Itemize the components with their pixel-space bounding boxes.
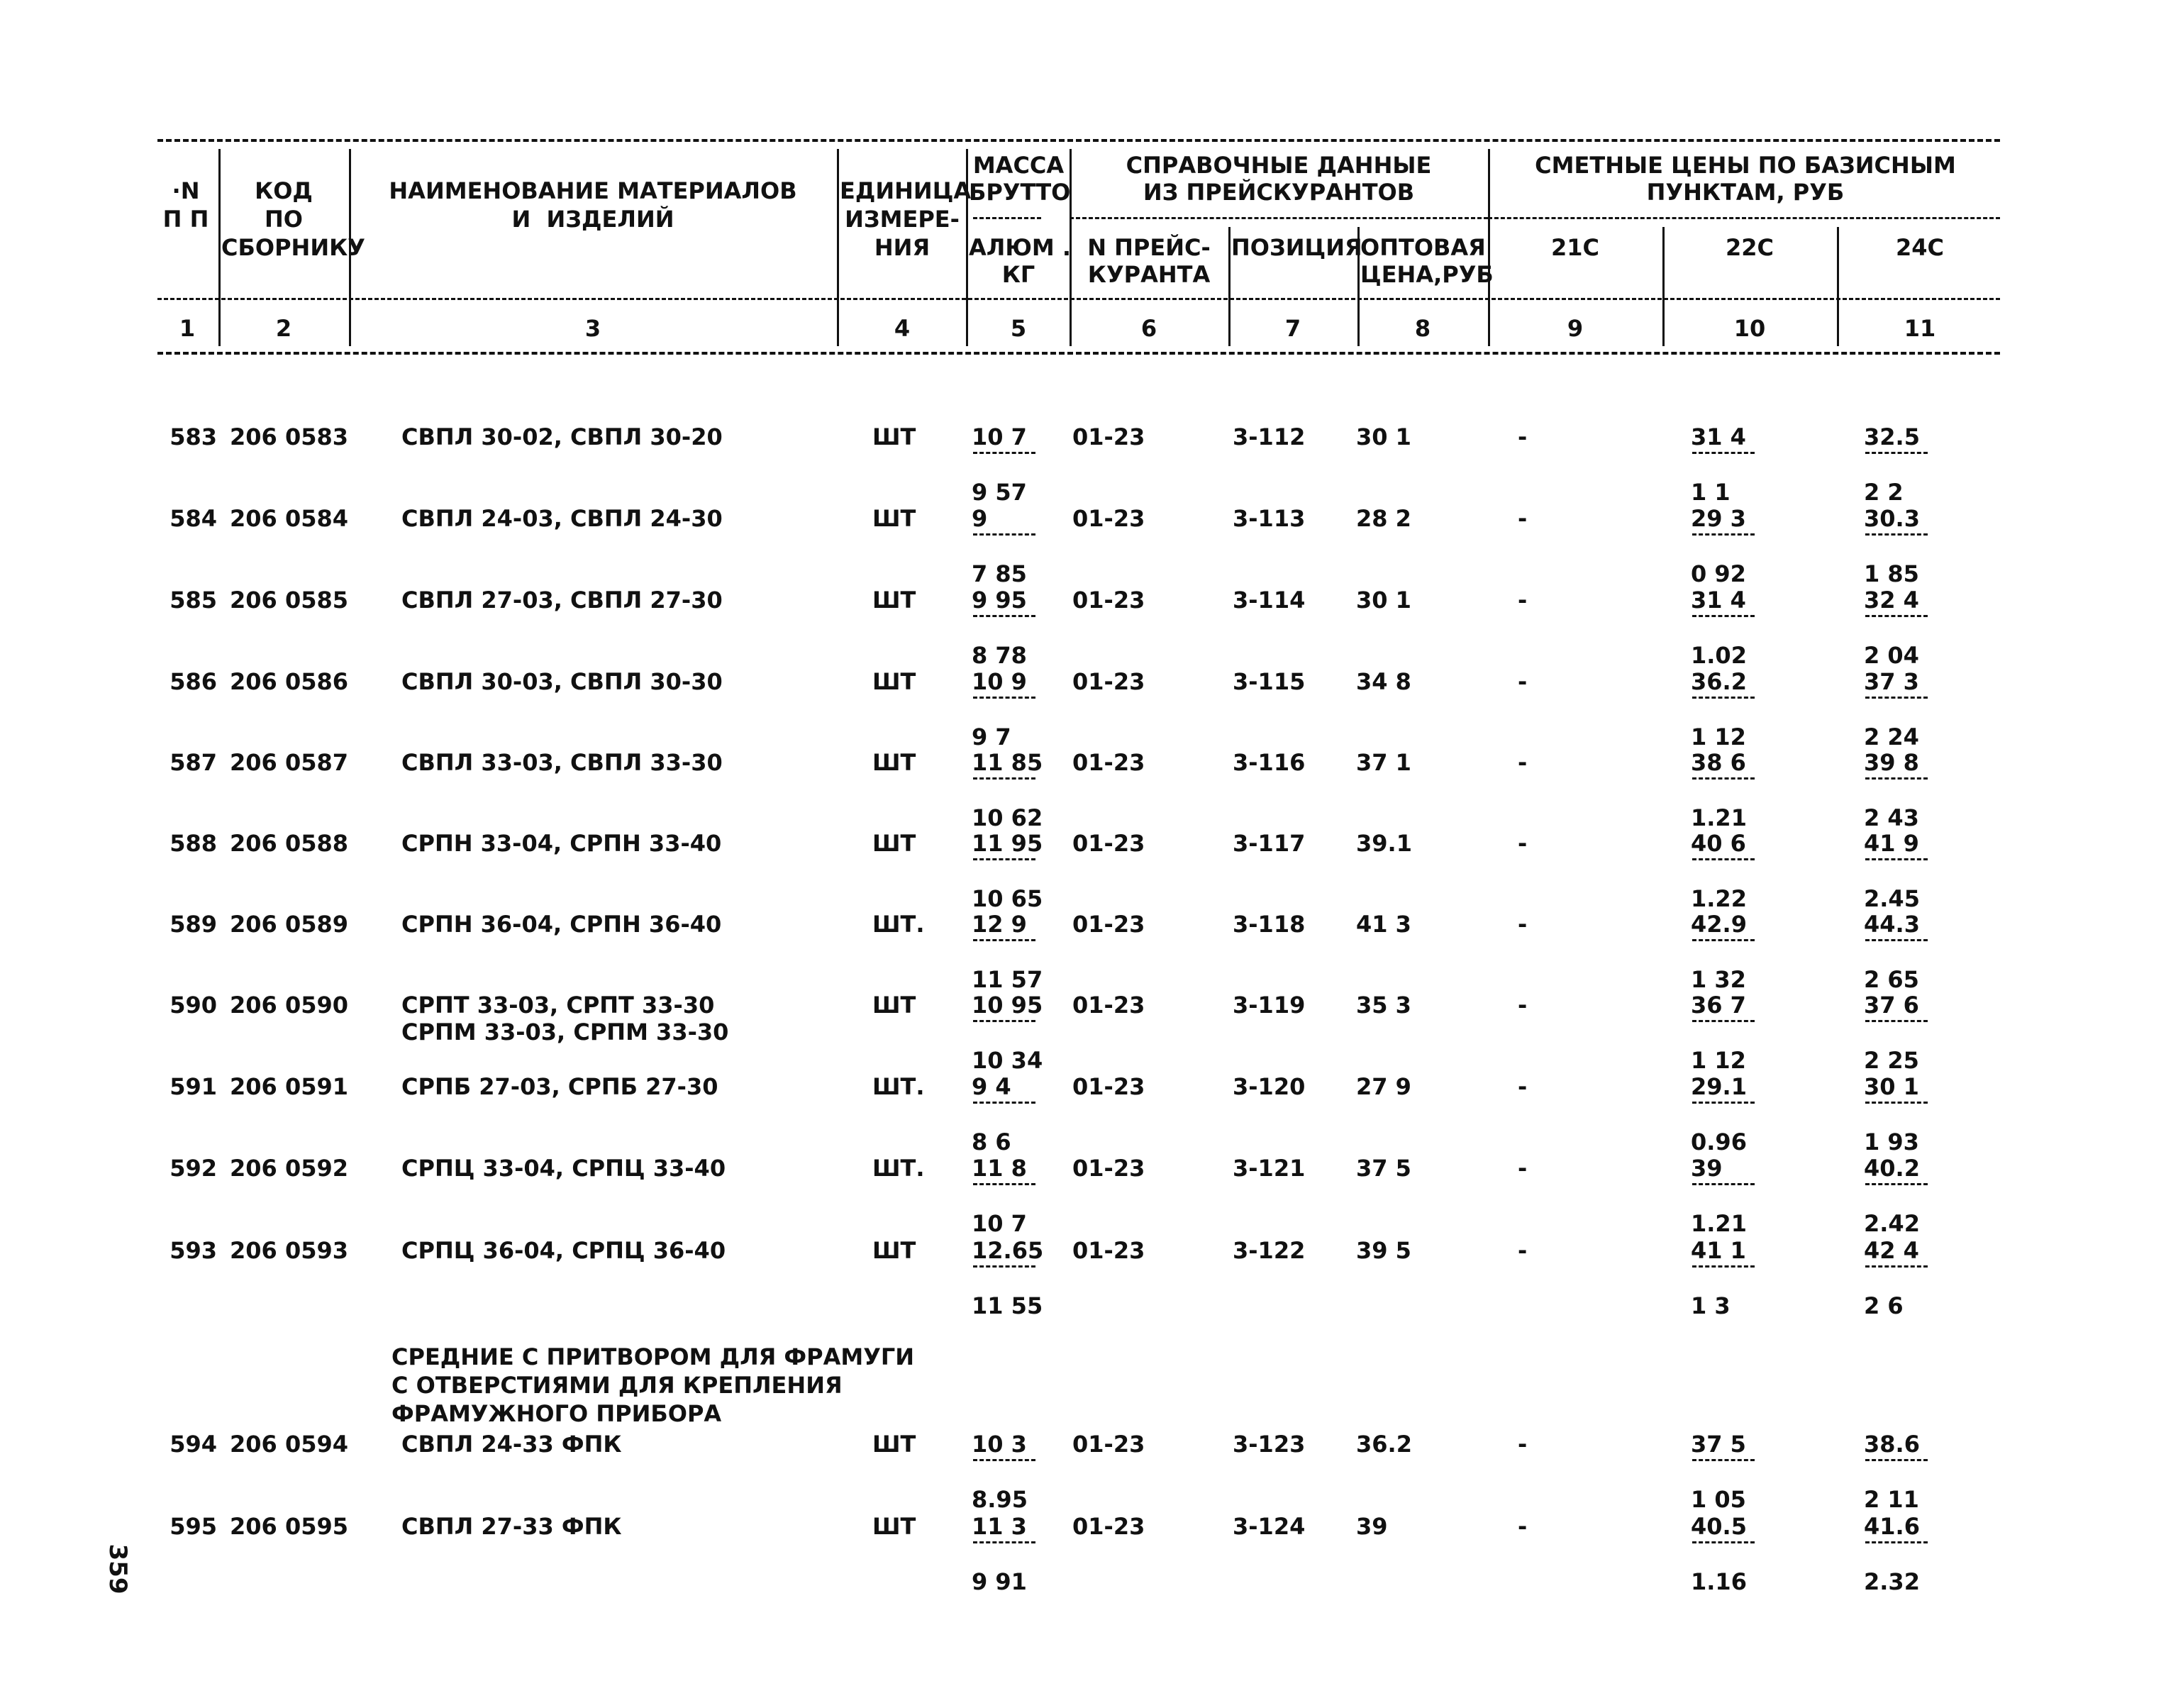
fraction-line <box>1692 1183 1755 1185</box>
row-price-24c-sub: 2.45 <box>1864 885 1920 912</box>
header-group-ref-line2: ИЗ ПРЕЙСКУРАНТОВ <box>1143 179 1415 206</box>
row-price-22c-sub: 0 92 <box>1691 560 1746 587</box>
row-price-21c: - <box>1518 992 1528 1019</box>
row-name: СРПН 33-04, СРПН 33-40 <box>401 830 722 857</box>
row-mass-aluminium: 10 7 <box>972 1210 1027 1237</box>
row-price-22c: 42.9 <box>1691 911 1747 938</box>
fraction-line <box>1692 1102 1755 1104</box>
header-group-prices-line1: СМЕТНЫЕ ЦЕНЫ ПО БАЗИСНЫМ <box>1535 152 1956 179</box>
row-price-24c: 39 8 <box>1864 749 1919 776</box>
header-col1-line2: П П <box>162 206 209 233</box>
fraction-line <box>1865 777 1928 780</box>
header-col5-top-line1: МАССА <box>972 152 1065 179</box>
row-price-24c-sub: 2 2 <box>1864 479 1904 506</box>
row-mass-aluminium: 9 91 <box>972 1568 1027 1595</box>
fraction-line <box>973 1265 1035 1268</box>
row-code: 206 0593 <box>230 1237 348 1264</box>
header-divider <box>1662 227 1665 346</box>
row-name: СВПЛ 30-02, СВПЛ 30-20 <box>401 423 723 450</box>
row-name: СРПЦ 36-04, СРПЦ 36-40 <box>401 1237 726 1264</box>
row-price-24c-sub: 2 04 <box>1864 642 1919 669</box>
row-name: СРПН 36-04, СРПН 36-40 <box>401 911 722 938</box>
row-position: 3-116 <box>1233 749 1306 776</box>
row-code: 206 0584 <box>230 505 348 532</box>
row-price-22c-sub: 1.22 <box>1691 885 1747 912</box>
row-price-21c: - <box>1518 1073 1528 1100</box>
header-group-ref-line1: СПРАВОЧНЫЕ ДАННЫЕ <box>1126 152 1432 179</box>
header-col5-bottom-line2: КГ <box>1001 261 1035 288</box>
row-wholesale-price: 39 <box>1356 1513 1388 1540</box>
row-number: 589 <box>170 911 217 938</box>
column-number: 8 <box>1414 315 1431 342</box>
header-col4-line3: НИЯ <box>874 234 931 261</box>
row-mass-aluminium: 8.95 <box>972 1486 1028 1513</box>
row-price-24c: 41 9 <box>1864 830 1919 857</box>
row-wholesale-price: 34 8 <box>1356 668 1411 695</box>
row-code: 206 0588 <box>230 830 348 857</box>
row-price-21c: - <box>1518 1155 1528 1182</box>
row-price-22c: 40 6 <box>1691 830 1746 857</box>
row-price-24c: 32.5 <box>1864 423 1920 450</box>
row-price-24c: 41.6 <box>1864 1513 1920 1540</box>
fraction-line <box>1692 1459 1755 1461</box>
row-name-line2: СРПМ 33-03, СРПМ 33-30 <box>401 1019 729 1046</box>
row-price-24c: 30.3 <box>1864 505 1920 532</box>
fraction-line <box>973 1183 1035 1185</box>
fraction-line <box>1692 939 1755 941</box>
fraction-line <box>973 1020 1035 1022</box>
row-mass-aluminium: 9 7 <box>972 723 1011 750</box>
header-sub-rule <box>1070 217 1488 219</box>
column-number: 6 <box>1140 315 1157 342</box>
fraction-line <box>1865 939 1928 941</box>
row-number: 586 <box>170 668 217 695</box>
row-wholesale-price: 35 3 <box>1356 992 1411 1019</box>
row-price-list: 01-23 <box>1072 1155 1145 1182</box>
row-number: 594 <box>170 1431 217 1458</box>
row-price-24c-sub: 2 65 <box>1864 966 1919 993</box>
row-price-24c-sub: 2 43 <box>1864 804 1919 831</box>
row-price-22c-sub: 0.96 <box>1691 1128 1747 1155</box>
row-price-21c: - <box>1518 1431 1528 1458</box>
fraction-line <box>1865 1265 1928 1268</box>
row-mass: 10 9 <box>972 668 1027 695</box>
header-bottom-rule <box>157 352 2000 355</box>
row-price-list: 01-23 <box>1072 1513 1145 1540</box>
row-price-list: 01-23 <box>1072 668 1145 695</box>
header-col3-line2: И ИЗДЕЛИЙ <box>511 206 674 233</box>
fraction-line <box>1865 1020 1928 1022</box>
row-mass: 10 3 <box>972 1431 1027 1458</box>
row-number: 583 <box>170 423 217 450</box>
row-name: СВПЛ 27-03, СВПЛ 27-30 <box>401 587 723 614</box>
header-sub-rule <box>1488 217 2000 219</box>
header-divider <box>1228 227 1231 346</box>
row-mass-aluminium: 11 57 <box>972 966 1043 993</box>
row-price-24c-sub: 2 11 <box>1864 1486 1919 1513</box>
row-mass: 11 8 <box>972 1155 1027 1182</box>
row-price-24c-sub: 1 93 <box>1864 1128 1919 1155</box>
header-top-rule <box>157 139 2000 142</box>
row-wholesale-price: 37 1 <box>1356 749 1411 776</box>
header-divider <box>837 149 839 346</box>
row-price-24c: 44.3 <box>1864 911 1920 938</box>
header-col2-line3: СБОРНИКУ <box>221 234 365 261</box>
row-wholesale-price: 28 2 <box>1356 505 1411 532</box>
row-name: СВПЛ 30-03, СВПЛ 30-30 <box>401 668 723 695</box>
fraction-line <box>1865 1541 1928 1543</box>
fraction-line <box>1692 777 1755 780</box>
fraction-line <box>1692 452 1755 454</box>
row-position: 3-112 <box>1233 423 1306 450</box>
fraction-line <box>1865 615 1928 617</box>
header-group-prices-line2: ПУНКТАМ, РУБ <box>1646 179 1845 206</box>
row-wholesale-price: 30 1 <box>1356 423 1411 450</box>
row-price-21c: - <box>1518 668 1528 695</box>
row-price-22c: 40.5 <box>1691 1513 1747 1540</box>
row-number: 590 <box>170 992 217 1019</box>
row-wholesale-price: 41 3 <box>1356 911 1411 938</box>
row-name: СРПБ 27-03, СРПБ 27-30 <box>401 1073 718 1100</box>
row-unit: ШТ. <box>872 911 925 938</box>
fraction-line <box>1865 858 1928 860</box>
row-price-22c-sub: 1 12 <box>1691 723 1746 750</box>
row-code: 206 0583 <box>230 423 348 450</box>
row-price-22c: 29 3 <box>1691 505 1746 532</box>
row-position: 3-124 <box>1233 1513 1306 1540</box>
row-price-22c-sub: 1 05 <box>1691 1486 1746 1513</box>
fraction-line <box>1692 1265 1755 1268</box>
row-name: СВПЛ 33-03, СВПЛ 33-30 <box>401 749 723 776</box>
column-number: 3 <box>584 315 601 342</box>
fraction-line <box>1692 697 1755 699</box>
row-price-22c-sub: 1.02 <box>1691 642 1747 669</box>
row-unit: ШТ <box>872 830 916 857</box>
header-col7: ПОЗИЦИЯ <box>1231 234 1362 261</box>
row-mass: 11 85 <box>972 749 1043 776</box>
header-col4-line2: ИЗМЕРЕ- <box>845 206 960 233</box>
row-code: 206 0594 <box>230 1431 348 1458</box>
fraction-line <box>973 452 1035 454</box>
row-unit: ШТ <box>872 1513 916 1540</box>
section-title-line3: ФРАМУЖНОГО ПРИБОРА <box>391 1400 722 1427</box>
row-mass-aluminium: 11 55 <box>972 1292 1043 1319</box>
row-price-21c: - <box>1518 749 1528 776</box>
row-position: 3-121 <box>1233 1155 1306 1182</box>
header-col8-line1: ОПТОВАЯ <box>1360 234 1486 261</box>
row-price-22c-sub: 1 12 <box>1691 1047 1746 1074</box>
row-position: 3-115 <box>1233 668 1306 695</box>
row-price-list: 01-23 <box>1072 830 1145 857</box>
fraction-line <box>973 697 1035 699</box>
row-mass-aluminium: 8 6 <box>972 1128 1011 1155</box>
row-price-24c: 40.2 <box>1864 1155 1920 1182</box>
row-price-21c: - <box>1518 423 1528 450</box>
row-price-24c-sub: 1 85 <box>1864 560 1919 587</box>
header-col5-top-line2: БРУТТО <box>969 179 1071 206</box>
row-price-list: 01-23 <box>1072 1237 1145 1264</box>
row-mass: 11 95 <box>972 830 1043 857</box>
row-wholesale-price: 37 5 <box>1356 1155 1411 1182</box>
fraction-line <box>1692 1020 1755 1022</box>
row-price-21c: - <box>1518 1513 1528 1540</box>
fraction-line <box>973 1541 1035 1543</box>
row-price-24c: 42 4 <box>1864 1237 1919 1264</box>
row-price-24c: 37 3 <box>1864 668 1919 695</box>
row-unit: ШТ. <box>872 1073 925 1100</box>
row-name: СВПЛ 24-03, СВПЛ 24-30 <box>401 505 723 532</box>
row-mass: 12 9 <box>972 911 1027 938</box>
header-sub-rule <box>157 298 2000 300</box>
header-col2-line2: ПО <box>265 206 303 233</box>
row-price-22c: 29.1 <box>1691 1073 1747 1100</box>
row-number: 595 <box>170 1513 217 1540</box>
row-price-24c-sub: 2 25 <box>1864 1047 1919 1074</box>
row-price-21c: - <box>1518 830 1528 857</box>
row-unit: ШТ <box>872 1431 916 1458</box>
row-price-22c: 36.2 <box>1691 668 1747 695</box>
row-number: 587 <box>170 749 217 776</box>
row-price-list: 01-23 <box>1072 1431 1145 1458</box>
row-price-21c: - <box>1518 505 1528 532</box>
row-name: СВПЛ 27-33 ФПК <box>401 1513 622 1540</box>
row-code: 206 0586 <box>230 668 348 695</box>
row-price-22c-sub: 1.16 <box>1691 1568 1747 1595</box>
row-mass: 10 95 <box>972 992 1043 1019</box>
column-number: 4 <box>894 315 911 342</box>
fraction-line <box>973 1102 1035 1104</box>
row-position: 3-118 <box>1233 911 1306 938</box>
row-price-24c: 30 1 <box>1864 1073 1919 1100</box>
row-price-list: 01-23 <box>1072 505 1145 532</box>
row-wholesale-price: 36.2 <box>1356 1431 1412 1458</box>
row-price-24c: 38.6 <box>1864 1431 1920 1458</box>
row-position: 3-120 <box>1233 1073 1306 1100</box>
row-price-22c: 31 4 <box>1691 587 1746 614</box>
row-code: 206 0592 <box>230 1155 348 1182</box>
row-wholesale-price: 39 5 <box>1356 1237 1411 1264</box>
row-mass-aluminium: 8 78 <box>972 642 1027 669</box>
row-position: 3-113 <box>1233 505 1306 532</box>
row-name: СВПЛ 24-33 ФПК <box>401 1431 622 1458</box>
row-code: 206 0587 <box>230 749 348 776</box>
row-price-22c: 39 <box>1691 1155 1723 1182</box>
fraction-line <box>973 1459 1035 1461</box>
row-number: 591 <box>170 1073 217 1100</box>
row-unit: ШТ <box>872 423 916 450</box>
row-wholesale-price: 27 9 <box>1356 1073 1411 1100</box>
column-number: 7 <box>1284 315 1301 342</box>
column-number: 1 <box>179 315 196 342</box>
fraction-line <box>1692 1541 1755 1543</box>
row-price-22c-sub: 1.21 <box>1691 804 1747 831</box>
row-name: СРПЦ 33-04, СРПЦ 33-40 <box>401 1155 726 1182</box>
header-col9: 21С <box>1550 234 1599 261</box>
fraction-line <box>973 615 1035 617</box>
row-unit: ШТ <box>872 505 916 532</box>
row-price-21c: - <box>1518 1237 1528 1264</box>
row-price-list: 01-23 <box>1072 587 1145 614</box>
row-unit: ШТ <box>872 749 916 776</box>
row-mass-aluminium: 10 65 <box>972 885 1043 912</box>
row-number: 585 <box>170 587 217 614</box>
header-col11: 24С <box>1895 234 1944 261</box>
header-col3-line1: НАИМЕНОВАНИЕ МАТЕРИАЛОВ <box>389 177 797 204</box>
fraction-line <box>1692 533 1755 536</box>
row-code: 206 0585 <box>230 587 348 614</box>
header-col8-line2: ЦЕНА,РУБ <box>1360 261 1494 288</box>
row-price-24c: 37 6 <box>1864 992 1919 1019</box>
row-price-22c-sub: 1.21 <box>1691 1210 1747 1237</box>
fraction-line <box>1865 1183 1928 1185</box>
row-code: 206 0595 <box>230 1513 348 1540</box>
row-number: 584 <box>170 505 217 532</box>
section-title-line1: СРЕДНИЕ С ПРИТВОРОМ ДЛЯ ФРАМУГИ <box>391 1343 915 1370</box>
row-position: 3-123 <box>1233 1431 1306 1458</box>
fraction-line <box>973 939 1035 941</box>
row-price-24c-sub: 2 6 <box>1864 1292 1904 1319</box>
header-col1-line1: ·N <box>172 177 200 204</box>
row-mass-aluminium: 10 34 <box>972 1047 1043 1074</box>
row-price-22c-sub: 1 32 <box>1691 966 1746 993</box>
row-number: 592 <box>170 1155 217 1182</box>
row-mass: 9 4 <box>972 1073 1011 1100</box>
row-name: СРПТ 33-03, СРПТ 33-30 <box>401 992 715 1019</box>
header-col5-bottom-line1: АЛЮМ . <box>969 234 1072 261</box>
header-divider <box>1837 227 1839 346</box>
row-price-22c: 41 1 <box>1691 1237 1746 1264</box>
page-number: 359 <box>104 1543 132 1595</box>
row-code: 206 0590 <box>230 992 348 1019</box>
row-unit: ШТ <box>872 992 916 1019</box>
row-price-list: 01-23 <box>1072 1073 1145 1100</box>
row-wholesale-price: 39.1 <box>1356 830 1412 857</box>
header-col6-line2: КУРАНТА <box>1087 261 1211 288</box>
row-mass: 12.65 <box>972 1237 1044 1264</box>
header-col10: 22С <box>1725 234 1774 261</box>
fraction-line <box>973 533 1035 536</box>
header-sub-rule <box>973 217 1041 219</box>
header-divider <box>218 149 221 346</box>
row-price-21c: - <box>1518 911 1528 938</box>
column-number: 9 <box>1567 315 1584 342</box>
row-mass: 11 3 <box>972 1513 1027 1540</box>
row-price-24c-sub: 2.42 <box>1864 1210 1920 1237</box>
row-position: 3-119 <box>1233 992 1306 1019</box>
row-unit: ШТ <box>872 587 916 614</box>
section-title-line2: С ОТВЕРСТИЯМИ ДЛЯ КРЕПЛЕНИЯ <box>391 1372 843 1399</box>
row-position: 3-114 <box>1233 587 1306 614</box>
row-price-24c-sub: 2 24 <box>1864 723 1919 750</box>
row-unit: ШТ <box>872 668 916 695</box>
fraction-line <box>1865 533 1928 536</box>
row-price-22c-sub: 1 3 <box>1691 1292 1731 1319</box>
row-price-list: 01-23 <box>1072 423 1145 450</box>
header-col4-line1: ЕДИНИЦА <box>840 177 972 204</box>
row-unit: ШТ <box>872 1237 916 1264</box>
column-number: 2 <box>275 315 292 342</box>
fraction-line <box>1865 1102 1928 1104</box>
row-price-24c-sub: 2.32 <box>1864 1568 1920 1595</box>
row-price-list: 01-23 <box>1072 749 1145 776</box>
header-col6-line1: N ПРЕЙС- <box>1087 234 1211 261</box>
column-number: 10 <box>1733 315 1766 342</box>
fraction-line <box>1692 858 1755 860</box>
row-mass: 10 7 <box>972 423 1027 450</box>
row-position: 3-122 <box>1233 1237 1306 1264</box>
column-number: 11 <box>1904 315 1936 342</box>
row-code: 206 0591 <box>230 1073 348 1100</box>
row-code: 206 0589 <box>230 911 348 938</box>
row-mass-aluminium: 9 57 <box>972 479 1027 506</box>
row-mass: 9 95 <box>972 587 1027 614</box>
fraction-line <box>1692 615 1755 617</box>
row-position: 3-117 <box>1233 830 1306 857</box>
row-price-22c-sub: 1 1 <box>1691 479 1731 506</box>
fraction-line <box>973 858 1035 860</box>
header-col2-line1: КОД <box>255 177 313 204</box>
row-price-22c: 38 6 <box>1691 749 1746 776</box>
row-price-21c: - <box>1518 587 1528 614</box>
fraction-line <box>1865 452 1928 454</box>
row-price-list: 01-23 <box>1072 911 1145 938</box>
row-number: 593 <box>170 1237 217 1264</box>
fraction-line <box>973 777 1035 780</box>
row-price-22c: 31 4 <box>1691 423 1746 450</box>
row-price-24c: 32 4 <box>1864 587 1919 614</box>
row-wholesale-price: 30 1 <box>1356 587 1411 614</box>
row-price-22c: 36 7 <box>1691 992 1746 1019</box>
row-mass-aluminium: 7 85 <box>972 560 1027 587</box>
row-mass: 9 <box>972 505 988 532</box>
fraction-line <box>1865 697 1928 699</box>
column-number: 5 <box>1010 315 1027 342</box>
fraction-line <box>1865 1459 1928 1461</box>
row-mass-aluminium: 10 62 <box>972 804 1043 831</box>
row-price-list: 01-23 <box>1072 992 1145 1019</box>
row-number: 588 <box>170 830 217 857</box>
row-unit: ШТ. <box>872 1155 925 1182</box>
row-price-22c: 37 5 <box>1691 1431 1746 1458</box>
header-divider <box>1488 149 1490 346</box>
